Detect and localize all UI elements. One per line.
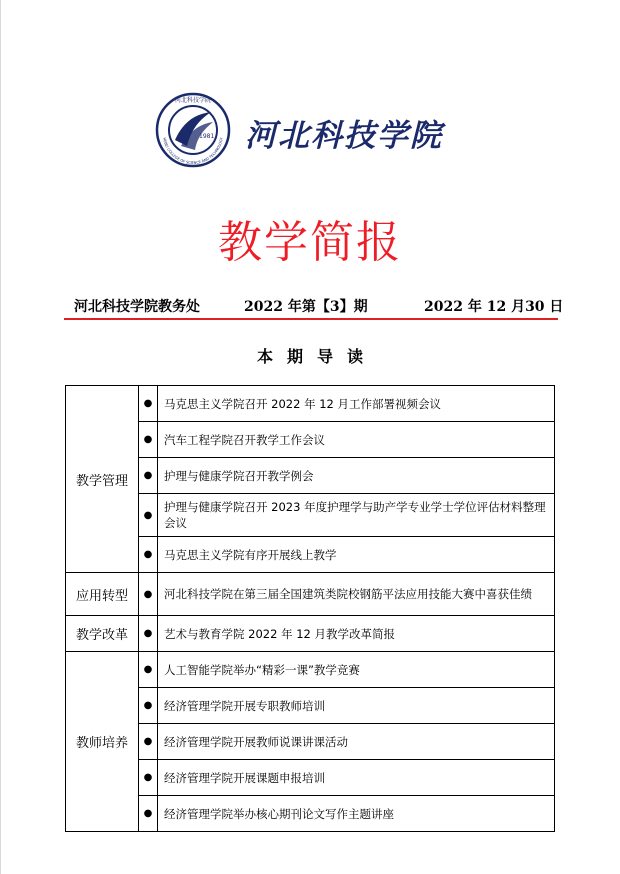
- table-row: [66, 688, 555, 724]
- school-name: 河北科技学院: [245, 118, 443, 154]
- article-link[interactable]: 经济管理学院举办核心期刊论文写作主题讲座: [158, 796, 555, 832]
- issue-date: 2022 年 12 月30 日: [424, 299, 564, 315]
- article-link[interactable]: 艺术与教育学院 2022 年 12 月教学改革简报: [158, 616, 555, 652]
- category-cell: 应用转型: [66, 573, 139, 616]
- page-edge: [0, 0, 1, 874]
- table-row: [66, 494, 555, 537]
- table-row: [66, 796, 555, 832]
- college-logo: [155, 92, 231, 168]
- article-link[interactable]: 经济管理学院开展课题申报培训: [158, 760, 555, 796]
- issue-info-line: [64, 296, 564, 318]
- bullet-icon: ●: [139, 616, 158, 652]
- guide-title: 本期导读: [256, 347, 377, 366]
- article-link[interactable]: 护理与健康学院召开 2023 年度护理学与助产学专业学士学位评估材料整理会议: [158, 494, 555, 537]
- article-link[interactable]: 马克思主义学院有序开展线上教学: [158, 537, 555, 573]
- bulletin-title: 教学简报: [218, 217, 402, 268]
- logo-year: 1981: [199, 133, 215, 140]
- table-row: [66, 537, 555, 573]
- article-link[interactable]: 护理与健康学院召开教学例会: [158, 458, 555, 494]
- bullet-icon: ●: [139, 494, 158, 537]
- bullet-icon: ●: [139, 760, 158, 796]
- article-link[interactable]: 经济管理学院开展教师说课讲课活动: [158, 724, 555, 760]
- table-row: [66, 422, 555, 458]
- table-row: [66, 573, 555, 616]
- table-row: [66, 724, 555, 760]
- bullet-icon: ●: [139, 422, 158, 458]
- logo-name: 河北科技学院: [174, 97, 212, 104]
- bullet-icon: ●: [139, 796, 158, 832]
- issuing-office: 河北科技学院教务处: [74, 299, 200, 315]
- category-cell: 教学管理: [66, 386, 139, 573]
- table-row: [66, 760, 555, 796]
- category-cell: 教学改革: [66, 616, 139, 652]
- table-row: [66, 386, 555, 422]
- article-link[interactable]: 马克思主义学院召开 2022 年 12 月工作部署视频会议: [158, 386, 555, 422]
- article-link[interactable]: 经济管理学院开展专职教师培训: [158, 688, 555, 724]
- bullet-icon: ●: [139, 458, 158, 494]
- red-divider: [64, 318, 558, 320]
- logo-english-text: HEBEI COLLEGE OF SCIENCE AND TECHNOLOGY: [162, 137, 224, 166]
- article-link[interactable]: 汽车工程学院召开教学工作会议: [158, 422, 555, 458]
- article-link[interactable]: 河北科技学院在第三届全国建筑类院校钢筋平法应用技能大赛中喜获佳绩: [158, 573, 555, 616]
- bullet-icon: ●: [139, 386, 158, 422]
- bullet-icon: ●: [139, 537, 158, 573]
- category-cell: 教师培养: [66, 652, 139, 832]
- bullet-icon: ●: [139, 652, 158, 688]
- bullet-icon: ●: [139, 573, 158, 616]
- table-row: [66, 458, 555, 494]
- contents-table: [65, 385, 555, 832]
- bullet-icon: ●: [139, 724, 158, 760]
- article-link[interactable]: 人工智能学院举办“精彩一课”教学竞赛: [158, 652, 555, 688]
- issue-number: 2022 年第【3】期: [244, 299, 368, 315]
- table-row: [66, 616, 555, 652]
- table-row: [66, 652, 555, 688]
- bullet-icon: ●: [139, 688, 158, 724]
